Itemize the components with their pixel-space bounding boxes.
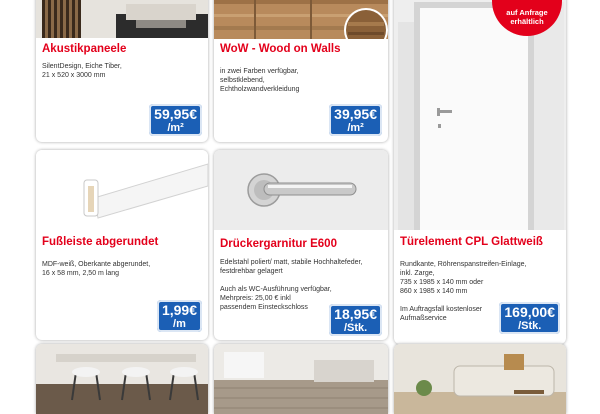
price-amount: 39,95€: [334, 106, 377, 122]
product-card-tuerelement[interactable]: [394, 0, 566, 344]
price-unit: /Stk.: [343, 322, 368, 334]
price-amount: 169,00€: [504, 304, 555, 320]
price-tag: [157, 300, 202, 332]
price-amount: 18,95€: [334, 306, 377, 322]
product-title: Fußleiste abgerundet: [42, 236, 159, 248]
price-amount: 1,99€: [161, 302, 197, 318]
product-description: SilentDesign, Eiche Tiber, 21 x 520 x 3000 mm: [42, 63, 122, 79]
product-description: Edelstahl poliert/ matt, stabile Hochhaltefeder, festdrehbar gelagert Auch als WC-Ausführung verfügbar, Mehrpreis: 25,00 € inkl passendem Einsteckschloss: [220, 259, 363, 311]
skirting-board-image: [36, 150, 208, 228]
product-title: Türelement CPL Glattweiß: [400, 236, 543, 248]
price-tag: [329, 304, 382, 336]
price-unit: /m: [173, 318, 186, 330]
living-room-image: [394, 344, 566, 414]
product-card-fussleiste[interactable]: [36, 150, 208, 340]
akustikpaneele-photo: [36, 0, 208, 38]
product-title: WoW - Wood on Walls: [220, 43, 341, 55]
tuerelement-photo: [394, 0, 566, 230]
wood-on-walls-photo: [214, 0, 388, 39]
laminate-floor-image: [214, 344, 388, 414]
product-card-drueckergarnitur[interactable]: [214, 150, 388, 340]
product-description: in zwei Farben verfügbar, selbstklebend, Echtholzwandverkleidung: [220, 68, 300, 93]
price-tag: [499, 302, 560, 334]
interior-photo-chairs: [36, 344, 208, 414]
badge-line-2: erhältlich: [510, 17, 544, 26]
price-unit: /m²: [347, 122, 364, 134]
acoustic-panel-image: [36, 0, 208, 38]
interior-photo-sofa: [394, 344, 566, 414]
product-description: MDF-weiß, Oberkante abgerundet, 16 x 58 mm, 2,50 m lang: [42, 261, 151, 277]
price-unit: /Stk.: [518, 320, 542, 332]
drueckergarnitur-photo: [214, 150, 388, 230]
price-tag: [149, 104, 202, 136]
product-card-wood-on-walls[interactable]: [214, 0, 388, 142]
wood-wall-image: [214, 0, 388, 39]
price-amount: 59,95€: [154, 106, 197, 122]
door-image: [394, 0, 566, 230]
dining-chairs-image: [36, 344, 208, 414]
badge-line-1: auf Anfrage: [506, 8, 548, 17]
price-tag: [329, 104, 382, 136]
product-card-akustikpaneele[interactable]: [36, 0, 208, 142]
product-title: Akustikpaneele: [42, 43, 127, 55]
price-unit: /m²: [167, 122, 184, 134]
product-title: Drückergarnitur E600: [220, 238, 337, 250]
door-handle-image: [214, 150, 388, 230]
product-description: Rundkante, Röhrenspanstreifen-Einlage, inkl. Zarge, 735 x 1985 x 140 mm oder 860 x 1985 x 140 mm Im Auftragsfall kostenloser Aufmaßservice: [400, 261, 527, 322]
interior-photo-floor: [214, 344, 388, 414]
fussleiste-photo: [36, 150, 208, 228]
